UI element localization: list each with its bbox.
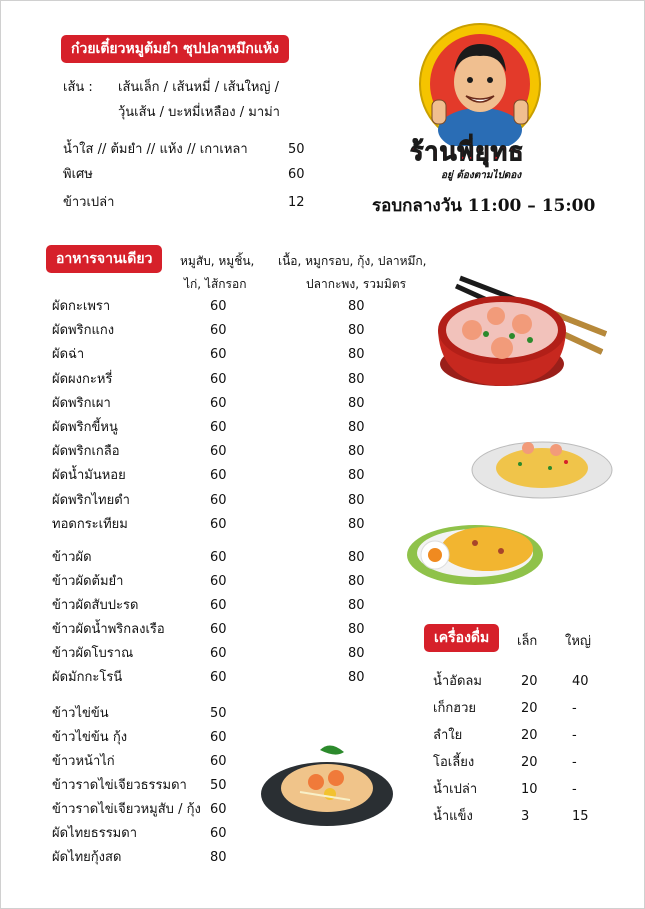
drink-price-large: 40 <box>572 674 589 689</box>
item-name: ข้าวราดไข่เจียวหมูสับ / กุ้ง <box>52 802 201 817</box>
item-price-special: 80 <box>348 420 365 435</box>
drink-name: เก็กฮวย <box>433 701 477 716</box>
item-price: 60 <box>210 802 227 817</box>
list-item <box>0 513 645 537</box>
omelette-rice-image <box>405 517 545 587</box>
drink-price-small: 20 <box>521 728 538 743</box>
drink-price-large: - <box>572 701 577 716</box>
item-price: 60 <box>288 167 305 182</box>
item-name: ข้าวผัด <box>52 550 92 565</box>
item-price-regular: 60 <box>210 550 227 565</box>
drink-name: น้ำเปล่า <box>433 782 478 797</box>
drink-price-large: - <box>572 782 577 797</box>
item-name: ผัดพริกแกง <box>52 323 115 339</box>
list-item <box>0 618 645 642</box>
list-item <box>0 642 645 666</box>
item-price-special: 80 <box>348 371 365 387</box>
drink-price-large: - <box>572 755 577 770</box>
item-name: ข้าวผัดน้ำพริกลงเรือ <box>52 622 165 637</box>
item-price-special: 80 <box>348 323 365 339</box>
item-name: ผัดพริกขี้หนู <box>52 420 118 435</box>
drink-price-small: 10 <box>521 782 538 797</box>
item-price-regular: 60 <box>210 323 227 339</box>
single-dish-section-tag: อาหารจานเดียว <box>46 245 162 273</box>
item-price-regular: 60 <box>210 492 227 508</box>
noodle-types-line2: วุ้นเส้น / บะหมี่เหลือง / มาม่า <box>118 105 280 120</box>
drink-name: ลำใย <box>433 728 463 743</box>
list-item <box>0 594 645 618</box>
item-name: ข้าวผัดสับปะรด <box>52 598 139 613</box>
list-item <box>0 138 645 162</box>
item-price-regular: 60 <box>210 420 227 435</box>
item-name: น้ำใส // ต้มยำ // แห้ง // เกาเหลา <box>63 142 248 157</box>
drink-price-small: 20 <box>521 674 538 689</box>
item-price-special: 80 <box>348 347 365 363</box>
item-price: 60 <box>210 826 227 841</box>
item-name: ข้าวผัดโบราณ <box>52 646 134 661</box>
item-name: ข้าวผัดต้มยำ <box>52 574 124 589</box>
item-price: 50 <box>210 778 227 793</box>
item-price: 80 <box>210 850 227 865</box>
drink-large-header: ใหญ่ <box>565 634 591 649</box>
list-item <box>0 846 645 870</box>
item-name: ผัดไทยธรรมดา <box>52 826 137 841</box>
item-price: 60 <box>210 730 227 745</box>
item-price: 60 <box>210 754 227 769</box>
item-name: ข้าวหน้าไก่ <box>52 754 115 769</box>
drinks-section-tag: เครื่องดื่ม <box>424 624 499 652</box>
opening-hours: รอบกลางวัน 11:00 – 15:00 <box>372 196 596 216</box>
list-item <box>0 724 645 748</box>
item-price-regular: 60 <box>210 646 227 661</box>
item-price-regular: 60 <box>210 516 227 532</box>
item-price-special: 80 <box>348 492 365 508</box>
item-price-regular: 60 <box>210 598 227 613</box>
item-name: ผัดมักกะโรนี <box>52 670 123 685</box>
list-item <box>0 778 645 802</box>
shop-name: ร้านพี่ยุทธ <box>410 137 525 166</box>
item-name: ข้าวไข่ข้น <box>52 706 109 721</box>
item-price-regular: 60 <box>210 371 227 387</box>
item-name: ข้าวเปล่า <box>63 195 115 210</box>
item-price-special: 80 <box>348 468 365 484</box>
price-col1-header-line2: ไก่, ไส้กรอก <box>184 277 247 291</box>
item-price-regular: 60 <box>210 299 227 314</box>
noodle-types-line1: เส้นเล็ก / เส้นหมี่ / เส้นใหญ่ / <box>118 80 280 95</box>
item-price-special: 80 <box>348 670 365 685</box>
item-price-regular: 60 <box>210 395 227 411</box>
price-col2-header-line2: ปลากะพง, รวมมิตร <box>306 277 407 291</box>
item-price-special: 80 <box>348 395 365 411</box>
item-price-regular: 60 <box>210 622 227 637</box>
list-item <box>0 546 645 570</box>
list-item <box>0 163 645 187</box>
list-item <box>0 392 645 416</box>
price-col1-header-line1: หมูสับ, หมูชิ้น, <box>180 254 255 268</box>
item-price-regular: 60 <box>210 347 227 363</box>
item-name: ผัดพริกเกลือ <box>52 444 120 460</box>
item-name: ผัดพริกเผา <box>52 395 111 411</box>
drink-small-header: เล็ก <box>517 634 538 649</box>
item-name: ผัดกะเพรา <box>52 299 111 314</box>
item-price-special: 80 <box>348 299 365 314</box>
item-price: 50 <box>288 142 305 157</box>
chef-mascot-logo <box>418 22 542 146</box>
item-price-special: 80 <box>348 550 365 565</box>
item-price: 12 <box>288 195 305 210</box>
noodle-bowl-image <box>430 272 610 392</box>
item-price-regular: 60 <box>210 670 227 685</box>
list-item <box>0 697 645 721</box>
drink-price-small: 3 <box>521 809 530 824</box>
item-price: 50 <box>210 706 227 721</box>
item-price-regular: 60 <box>210 574 227 589</box>
item-price-regular: 60 <box>210 444 227 460</box>
list-item <box>0 805 645 829</box>
item-price-regular: 60 <box>210 468 227 484</box>
item-name: ผัดฉ่า <box>52 347 85 363</box>
item-name: ผัดน้ำมันหอย <box>52 468 126 484</box>
drink-price-large: - <box>572 728 577 743</box>
drink-name: น้ำอัดลม <box>433 674 482 689</box>
noodle-type-label: เส้น : <box>63 80 93 95</box>
drink-price-small: 20 <box>521 701 538 716</box>
list-item <box>0 751 645 775</box>
item-price-special: 80 <box>348 646 365 661</box>
drink-name: น้ำแข็ง <box>433 809 473 824</box>
drink-price-small: 20 <box>521 755 538 770</box>
item-price-special: 80 <box>348 574 365 589</box>
drink-name: โอเลี้ยง <box>433 755 475 770</box>
list-item <box>0 670 645 694</box>
item-price-special: 80 <box>348 598 365 613</box>
fried-rice-image <box>470 428 615 500</box>
noodle-section-tag: ก๋วยเตี๋ยวหมูต้มยำ ซุปปลาหมึกแห้ง <box>61 35 289 63</box>
item-name: ผัดไทยกุ้งสด <box>52 850 122 865</box>
item-price-special: 80 <box>348 622 365 637</box>
price-col2-header-line1: เนื้อ, หมูกรอบ, กุ้ง, ปลาหมึก, <box>278 254 427 268</box>
shop-subtitle: อยู่ ต้องตามไปดอง <box>441 170 522 181</box>
item-price-special: 80 <box>348 516 365 532</box>
list-item <box>0 570 645 594</box>
item-name: ผัดผงกะหรี่ <box>52 371 113 387</box>
item-name: ข้าวไข่ข้น กุ้ง <box>52 730 128 745</box>
item-name: ข้าวราดไข่เจียวธรรมดา <box>52 778 187 793</box>
item-price-special: 80 <box>348 444 365 460</box>
item-name: ทอดกระเทียม <box>52 516 128 532</box>
drink-price-large: 15 <box>572 809 589 824</box>
item-name: พิเศษ <box>63 167 93 182</box>
item-name: ผัดพริกไทยดำ <box>52 492 130 508</box>
